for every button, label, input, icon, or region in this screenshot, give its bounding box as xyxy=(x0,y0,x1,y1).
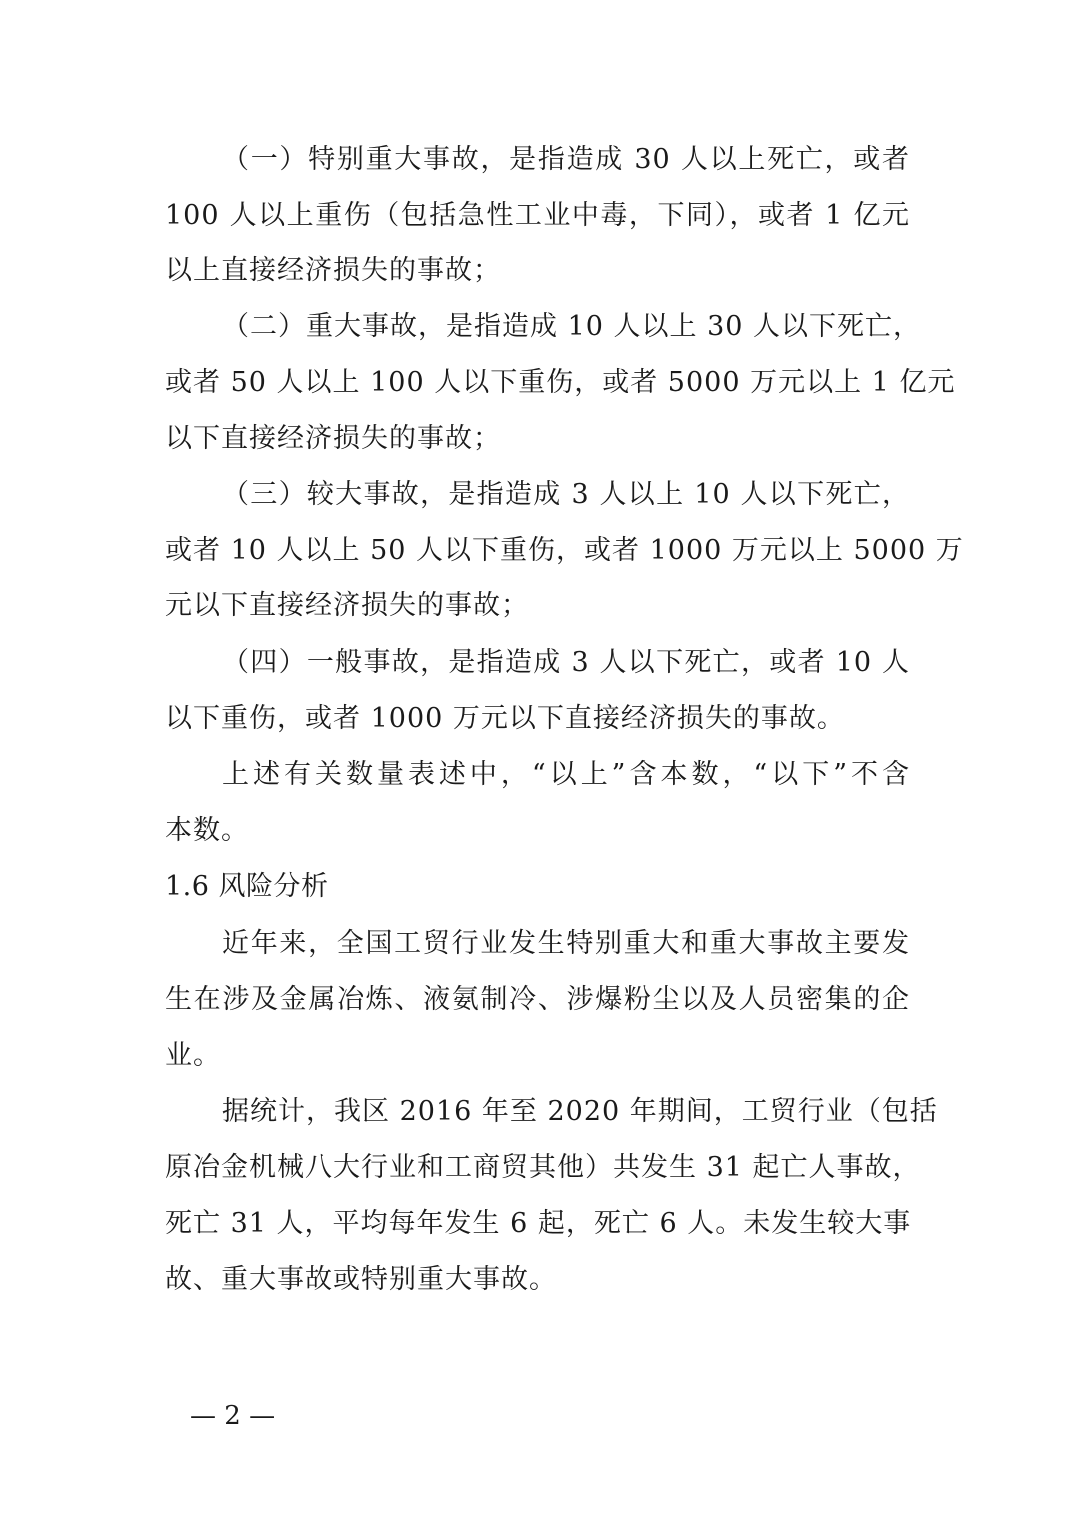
page-number: — 2 — xyxy=(190,1401,276,1431)
paragraph-line: 故、重大事故或特别重大事故。 xyxy=(165,1264,557,1295)
paragraph-line: 死亡 31 人，平均每年发生 6 起，死亡 6 人。未发生较大事 xyxy=(165,1208,912,1239)
paragraph-line: 100 人以上重伤（包括急性工业中毒，下同），或者 1 亿元 xyxy=(165,200,910,231)
paragraph-line: 上述有关数量表述中，“以上”含本数，“以下”不含 xyxy=(222,759,910,790)
paragraph-line: （二）重大事故，是指造成 10 人以上 30 人以下死亡， xyxy=(222,311,922,342)
paragraph-line: 生在涉及金属冶炼、液氨制冷、涉爆粉尘以及人员密集的企 xyxy=(165,984,910,1015)
paragraph-line: 原冶金机械八大行业和工商贸其他）共发生 31 起亡人事故， xyxy=(165,1152,921,1183)
paragraph-line: 业。 xyxy=(165,1040,221,1071)
paragraph-line: 或者 10 人以上 50 人以下重伤，或者 1000 万元以上 5000 万 xyxy=(165,535,964,566)
paragraph-line: 据统计，我区 2016 年至 2020 年期间，工贸行业（包括 xyxy=(222,1096,938,1127)
paragraph-line: 或者 50 人以上 100 人以下重伤，或者 5000 万元以上 1 亿元 xyxy=(165,367,956,398)
paragraph-line: （四）一般事故，是指造成 3 人以下死亡，或者 10 人 xyxy=(222,647,910,678)
paragraph-line: （一）特别重大事故，是指造成 30 人以上死亡，或者 xyxy=(222,144,910,175)
paragraph-line: （三）较大事故，是指造成 3 人以上 10 人以下死亡， xyxy=(222,479,910,510)
section-heading: 1.6 风险分析 xyxy=(165,871,329,902)
paragraph-line: 元以下直接经济损失的事故； xyxy=(165,590,529,621)
paragraph-line: 以下重伤，或者 1000 万元以下直接经济损失的事故。 xyxy=(165,703,845,734)
paragraph-line: 以上直接经济损失的事故； xyxy=(165,255,501,286)
paragraph-line: 近年来，全国工贸行业发生特别重大和重大事故主要发 xyxy=(222,928,910,959)
paragraph-line: 以下直接经济损失的事故； xyxy=(165,423,501,454)
paragraph-line: 本数。 xyxy=(165,815,249,846)
